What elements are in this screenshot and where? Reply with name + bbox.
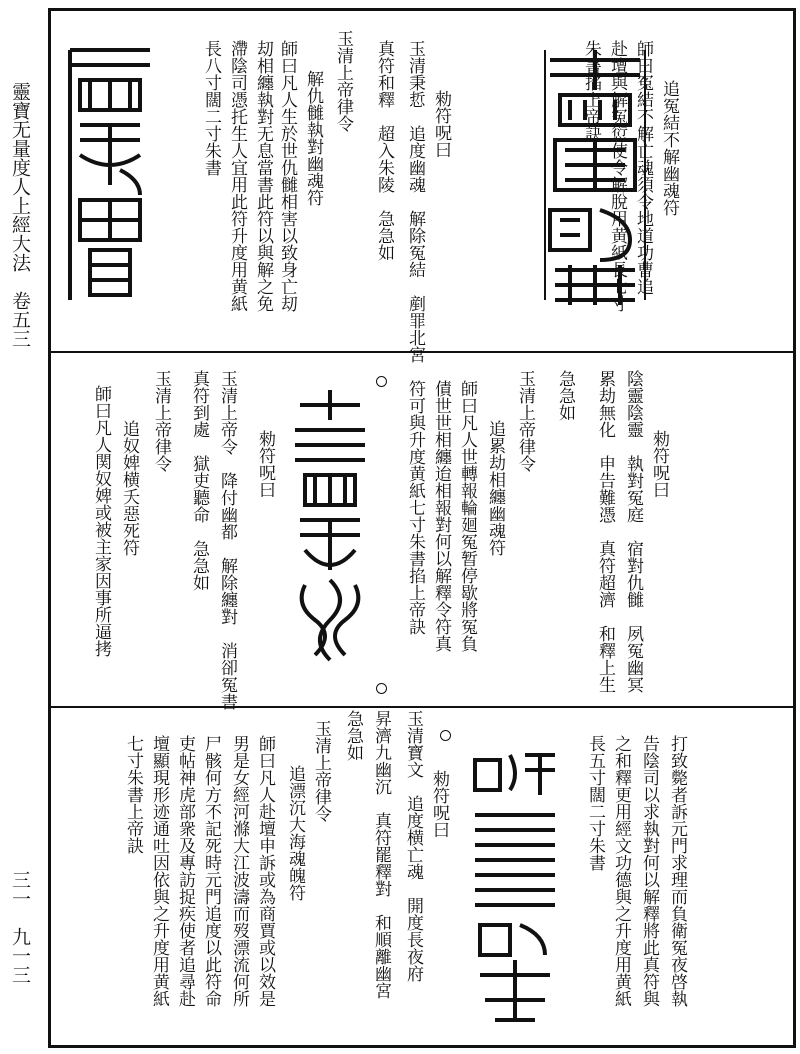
p1-text-column: 長八寸闊二寸朱書 [201, 40, 221, 176]
p2-text-column: 急急如 [555, 370, 575, 421]
p3-text-column: 吏帖神虎部衆及專訪捉疾使者追尋赴 [175, 735, 195, 1007]
page-number: 三一 九一三 [9, 870, 31, 984]
p3-text-column: 男是女經河滌大江波濤而歿漂流何所 [229, 735, 249, 1007]
p2-text-column: 追累劫相纏幽魂符 [485, 420, 505, 556]
p2-text-column: 師曰凡人関奴婢或被主家因事所逼拷 [91, 385, 111, 657]
talisman-seal-4 [465, 745, 565, 1025]
p3-text-column: 尸骸何方不記死時元門追度以此符命 [201, 735, 221, 1007]
p3-text-column: 玉清上帝律令 [311, 720, 331, 822]
talisman-seal-3 [285, 385, 375, 675]
p2-text-column: 債世世相纏迨相報對何以解釋令符真 [431, 380, 451, 652]
p1-text-column: 真符和釋 超入朱陵 急急如 [374, 40, 394, 261]
p1-text-column: 玉清上帝律令 [333, 30, 353, 132]
divider-2 [51, 706, 793, 708]
p1-text-column: 解仇雠執對幽魂符 [303, 70, 323, 206]
p3-text-column: 師曰凡人赴壇申訴或為商賈或以效是 [255, 735, 275, 1007]
p3-text-column: 之和釋更用經文功德與之升度用黄紙 [611, 735, 631, 1007]
p2-text-column: 真符到處 獄吏聽命 急急如 [189, 370, 209, 591]
p3-text-column: 七寸朱書上帝訣 [123, 735, 143, 854]
p2-text-column: 勑符呪曰 [255, 430, 275, 498]
p1-text-column: 師曰凡人生於世仇雠相害以致身亡刧 [277, 40, 297, 312]
p2-text-column: 玉清上帝律令 [151, 370, 171, 472]
p2-text-column: 師曰凡人世轉報輪廻冤暂停歇將冤負 [457, 380, 477, 652]
talisman-seal-2 [60, 40, 160, 310]
talisman-seal-1 [540, 40, 653, 310]
p1-text-column: 追冤結不解幽魂符 [659, 80, 679, 216]
p3-text-column: 壇顯現形迹通吐因依與之升度用黄紙 [149, 735, 169, 1007]
p3-text-column: 勑符呪曰 [429, 770, 449, 838]
p1-text-column: 師曰冤結不解亡魂須令地道功曹追 [633, 40, 653, 295]
p3-text-column: 告陰司以求執對何以解釋將此真符與 [639, 735, 659, 1007]
p2-text-column: 玉清上帝律令 [515, 370, 535, 472]
p3-text-column: 昇濟九幽沉 真符罷釋對 和順離幽宮 [371, 710, 391, 999]
p3-text-column: 急急如 [343, 710, 363, 761]
p3-text-column: 玉清寶文 追度横亡魂 開度長夜府 [403, 710, 423, 982]
p2-text-column: 符可與升度黄紙七寸朱書掐上帝訣 [405, 380, 425, 635]
p3-text-column: 長五寸闊二寸朱書 [585, 735, 605, 871]
p1-text-column: 勑符呪曰 [431, 90, 451, 158]
circle-marker [376, 683, 387, 694]
circle-marker [440, 730, 451, 741]
p3-text-column: 打致斃者訴元門求理而負衛冤夜啓執 [667, 735, 687, 1007]
p2-text-column: 追奴婢横夭惡死符 [119, 420, 139, 556]
p1-text-column: 刧相纏執對无息當書此符以與解之免 [253, 40, 273, 312]
p1-text-column: 玉清秉悊 追度幽魂 解除冤結 剷罪北宮 [405, 40, 425, 363]
volume-title: 靈寶无量度人上經大法 卷五三 [9, 82, 31, 348]
p1-text-column: 滯陰司憑托生人宜用此符升度用黄紙 [227, 40, 247, 312]
p1-text-column: 朱書掐上帝訣 [581, 40, 601, 142]
circle-marker [376, 376, 387, 387]
p2-text-column: 勑符呪曰 [649, 430, 669, 498]
p2-text-column: 陰靈陰靈 執對冤庭 宿對仇雠 夙冤幽冥 [623, 370, 643, 693]
p2-text-column: 玉清上帝令 降付幽都 解除纏對 消卻冤書 [217, 370, 237, 710]
p3-text-column: 追漂沉大海魂魄符 [285, 765, 305, 901]
p1-text-column: 赴壇與解冤愆使令解脫用黄紙長七寸 [607, 40, 627, 312]
p2-text-column: 累劫無化 申告難憑 真符超濟 和釋上生 [595, 370, 615, 693]
